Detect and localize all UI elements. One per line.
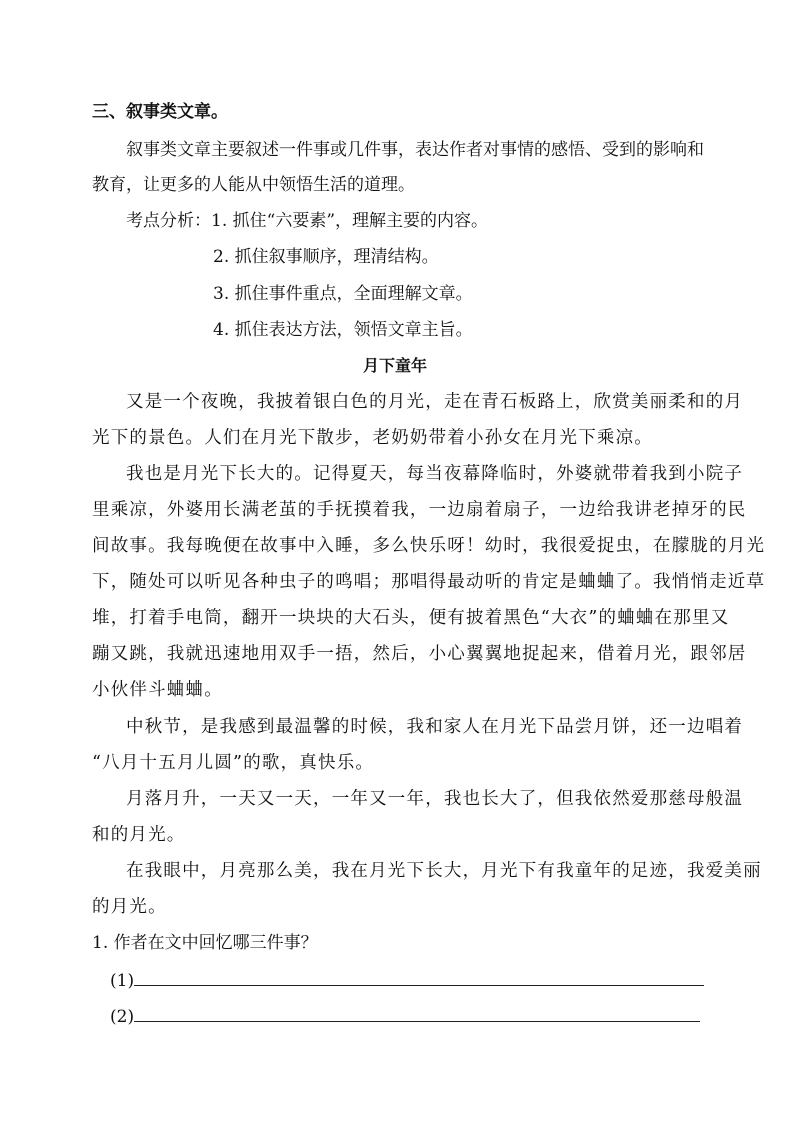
story-line: 间故事。我每晚便在故事中入睡，多么快乐呀！幼时，我很爱捉虫，在朦胧的月光 [92,536,766,556]
story-line: 在我眼中，月亮那么美，我在月光下长大，月光下有我童年的足迹，我爱美丽 [126,861,762,881]
story-line: 里乘凉，外婆用长满老茧的手抚摸着我，一边扇着扇子，一边给我讲老掉牙的民 [92,500,747,520]
point-2: 2. 抓住叙事顺序，理清结构。 [213,247,439,267]
story-line: 光下的景色。人们在月光下散步，老奶奶带着小孙女在月光下乘凉。 [92,428,653,448]
question-1: 1. 作者在文中回忆哪三件事？ [92,933,318,953]
section-heading: 三、叙事类文章。 [92,102,228,122]
story-line: 和的月光。 [92,825,186,845]
intro-line-1: 叙事类文章主要叙述一件事或几件事，表达作者对事情的感悟、受到的影响和 [126,140,704,160]
story-line: 下，随处可以听见各种虫子的鸣唱；那唱得最动听的肯定是蛐蛐了。我悄悄走近草 [92,572,766,592]
story-line: 的月光。 [92,897,167,917]
answer-blank-1[interactable] [134,985,704,986]
story-line: 中秋节，是我感到最温馨的时候，我和家人在月光下品尝月饼，还一边唱着 [126,717,744,737]
blank-label-2: (2) [110,1007,135,1027]
story-line: 小伙伴斗蛐蛐。 [92,680,223,700]
story-line: 又是一个夜晚，我披着银白色的月光，走在青石板路上，欣赏美丽柔和的月 [126,392,744,412]
point-3: 3. 抓住事件重点，全面理解文章。 [213,284,473,304]
intro-line-2: 教育，让更多的人能从中领悟生活的道理。 [92,175,415,195]
story-line: 堆，打着手电筒，翻开一块块的大石头，便有披着黑色“大衣”的蛐蛐在那里又 [92,608,730,628]
story-line: 我也是月光下长大的。记得夏天，每当夜幕降临时，外婆就带着我到小院子 [126,464,744,484]
points-lead: 考点分析：1. 抓住“六要素”，理解主要的内容。 [126,211,489,231]
story-line: 月落月升，一天又一天，一年又一年，我也长大了，但我依然爱那慈母般温 [126,789,744,809]
answer-blank-2[interactable] [134,1021,700,1022]
point-4: 4. 抓住表达方法，领悟文章主旨。 [213,320,473,340]
story-line: “八月十五月儿圆”的歌，真快乐。 [92,753,375,773]
story-line: 蹦又跳，我就迅速地用双手一捂，然后，小心翼翼地捉起来，借着月光，跟邻居 [92,644,747,664]
story-title: 月下童年 [363,356,428,375]
blank-label-1: (1) [110,971,135,991]
